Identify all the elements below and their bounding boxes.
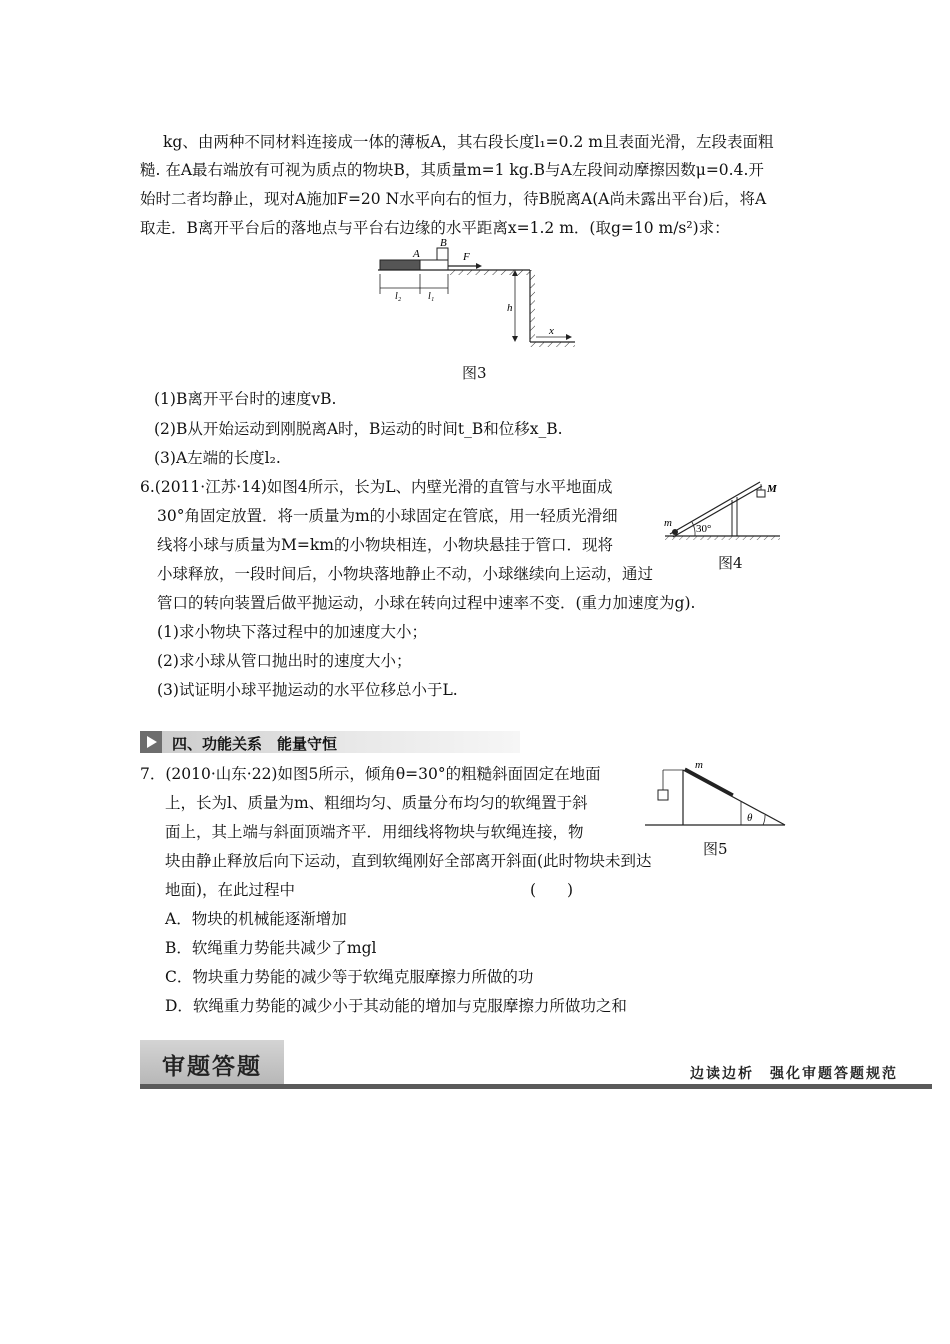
problem7-line1: 7．(2010·山东·22)如图5所示，倾角θ=30°的粗糙斜面固定在地面 <box>140 765 601 783</box>
label-a: A <box>413 248 420 260</box>
problem5-question-2: (2)B从开始运动到刚脱离A时，B运动的时间t_B和位移x_B. <box>154 420 563 438</box>
problem7-line3: 面上，其上端与斜面顶端齐平．用细线将物块与软绳连接，物 <box>165 823 584 841</box>
figure-3-diagram <box>370 236 580 356</box>
label-b: B <box>440 237 447 249</box>
figure-5-caption: 图5 <box>703 840 728 858</box>
problem5-line2: 糙. 在A最右端放有可视为质点的物块B，其质量m=1 kg.B与A左段间动摩擦因数μ=0.4.开 <box>140 161 764 179</box>
board-a-smooth-part <box>420 260 448 270</box>
play-arrow-icon <box>140 731 162 753</box>
label-m-rope: m <box>695 759 703 771</box>
answer-bracket: ( ) <box>530 881 574 899</box>
problem5-question-3: (3)A左端的长度l₂. <box>154 449 281 467</box>
option-b: B．软绳重力势能共减少了mgl <box>165 939 377 957</box>
problem6-line2: 30°角固定放置．将一质量为m的小球固定在管底，用一轻质光滑细 <box>157 507 618 525</box>
banner-subtitle: 边读边析 强化审题答题规范 <box>690 1066 898 1082</box>
figure-4-caption: 图4 <box>718 554 743 572</box>
label-m-ball: m <box>664 517 672 529</box>
label-l2: l₂ <box>395 291 402 302</box>
problem5-question-1: (1)B离开平台时的速度vB. <box>154 390 337 408</box>
banner-rule <box>140 1084 932 1089</box>
problem5-line1: kg、由两种不同材料连接成一体的薄板A，其右段长度l₁=0.2 m且表面光滑，左段表面粗 <box>163 133 774 151</box>
option-a: A．物块的机械能逐渐增加 <box>165 910 347 928</box>
problem6-line4: 小球释放，一段时间后，小物块落地静止不动，小球继续向上运动，通过 <box>157 565 654 583</box>
figure-3-caption: 图3 <box>462 364 487 382</box>
problem7-line4: 块由静止释放后向下运动，直到软绳刚好全部离开斜面(此时物块未到达 <box>165 852 652 870</box>
problem6-line5: 管口的转向装置后做平抛运动，小球在转向过程中速率不变．(重力加速度为g). <box>157 594 696 612</box>
label-h: h <box>507 302 513 314</box>
problem6-question-3: (3)试证明小球平抛运动的水平位移总小于L. <box>157 681 458 699</box>
figure-5-diagram <box>645 760 790 830</box>
block-b <box>437 248 448 260</box>
problem7-line2: 上，长为l、质量为m、粗细均匀、质量分布均匀的软绳置于斜 <box>165 794 588 812</box>
figure-4-diagram <box>660 474 790 544</box>
problem6-line1: 6.(2011·江苏·14)如图4所示，长为L、内壁光滑的直管与水平地面成 <box>140 478 613 496</box>
problem5-line4: 取走．B离开平台后的落地点与平台右边缘的水平距离x=1.2 m．(取g=10 m/s²)求： <box>140 219 730 237</box>
banner-title: 审题答题 <box>162 1054 262 1080</box>
label-theta: θ <box>747 812 753 824</box>
problem7-line5: 地面)，在此过程中 <box>165 881 296 899</box>
problem5-line3: 始时二者均静止，现对A施加F=20 N水平向右的恒力，待B脱离A(A尚未露出平台)后，将A <box>140 190 767 208</box>
section-title: 四、功能关系 能量守恒 <box>172 735 338 753</box>
label-m-block: M <box>767 483 777 495</box>
problem6-question-2: (2)求小球从管口抛出时的速度大小； <box>157 652 412 670</box>
label-x: x <box>549 325 554 337</box>
problem6-line3: 线将小球与质量为M=km的小物块相连，小物块悬挂于管口．现将 <box>157 536 613 554</box>
problem6-question-1: (1)求小物块下落过程中的加速度大小； <box>157 623 427 641</box>
board-a-rough-part <box>380 260 420 270</box>
option-c: C．物块重力势能的减少等于软绳克服摩擦力所做的功 <box>165 968 534 986</box>
label-f: F <box>463 251 470 263</box>
option-d: D．软绳重力势能的减少小于其动能的增加与克服摩擦力所做功之和 <box>165 997 627 1015</box>
label-l1: l₁ <box>428 291 435 302</box>
label-angle-30: 30° <box>696 523 712 535</box>
